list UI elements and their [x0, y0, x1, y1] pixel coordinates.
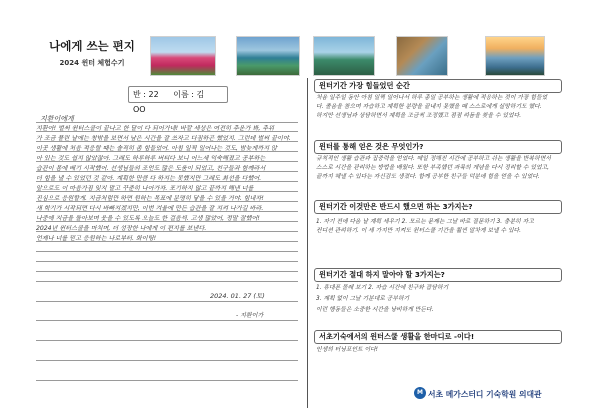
answer-line: 1. 자기 전에 다음 날 계획 세우기 2. 모르는 문제는 그날 바로 질문하기 3. 충분히 자고	[316, 219, 534, 225]
ruled-line	[36, 320, 298, 321]
answer-line: 컨디션 관리하기. 이 세 가지만 지켜도 윈터스쿨 기간을 훨씬 알차게 보낼 수 있다.	[316, 228, 521, 234]
answer-line: 인생의 터닝포인트 이다!	[316, 347, 379, 353]
academy-name: 서초 메가스터디 기숙학원 의대관	[428, 390, 542, 399]
letter-line: 나중에 지금을 돌아보며 웃을 수 있도록 오늘도 한 걸음씩. 고생 많았어, 정말 잘했어!	[36, 215, 260, 222]
question-gains: 윈터를 통해 얻은 것은 무엇인가?	[314, 140, 562, 154]
letter-salutation: 지환이에게	[40, 115, 74, 123]
ruled-line	[36, 360, 298, 361]
answer-line: 이런 행동들은 소중한 시간을 낭비하게 만든다.	[316, 307, 434, 313]
answer-line: 규칙적인 생활 습관과 집중력을 얻었다. 매일 정해진 시간에 공부하고 쉬는 생활을 반복하면서	[316, 156, 551, 162]
answer-line: 1. 휴대폰 몰래 보기 2. 자습 시간에 친구와 잡담하기	[316, 285, 449, 291]
coast-photo	[236, 36, 300, 76]
ruled-line	[36, 380, 298, 381]
question-must-not-do: 윈터기간 절대 하지 말아야 할 3가지는?	[314, 268, 562, 282]
ruled-line	[36, 261, 298, 262]
page-divider	[307, 78, 308, 408]
ruled-line	[36, 251, 298, 252]
name-label: 이름 : 김OO	[133, 90, 205, 114]
letter-line: 이곳 생활에 처음 적응할 때는 솔직히 좀 힘들었어. 아침 일찍 일어나는 것도, 밤늦게까지 앉	[36, 145, 277, 152]
flower-photo	[150, 36, 216, 76]
question-must-do: 윈터기간 이것만은 반드시 했으면 하는 3가지는?	[314, 200, 562, 214]
letter-line: 가 조금 풀린 날에는 창밖을 보면서 남은 시간을 잘 쓰자고 다짐하곤 했었지. 그런데 벌써 끝이야.	[36, 135, 291, 142]
answer-line: 3. 계획 없이 그날 기분대로 공부하기	[316, 296, 410, 302]
letter-line: 언제나 너를 믿고 응원하는 나로부터. 화이팅!	[36, 235, 157, 242]
answer-line: 끝까지 해낼 수 있다는 자신감도 생겼다. 함께 공부한 친구들 덕분에 힘을 얻을 수 있었다.	[316, 174, 540, 180]
answer-line: 다. 졸음을 참으며 자습하고 계획한 분량을 끝내지 못했을 때 스스로에게 실망하기도 했다.	[316, 104, 542, 110]
letter-line: 더 힘을 낼 수 있었던 것 같아. 계획한 만큼 다 하지는 못했지만 그래도 최선을 다했어.	[36, 175, 262, 182]
letter-line: 새 학기가 시작되면 다시 바빠지겠지만, 이번 겨울에 만든 습관을 잘 지켜 나가길 바라.	[36, 205, 264, 212]
ruled-line	[36, 122, 298, 123]
student-info-box	[128, 86, 228, 114]
question-one-word: 서초기숙에서의 윈터스쿨 생활을 한마디로 -이다!	[314, 330, 562, 344]
page-title: 나에게 쓰는 편지	[49, 39, 135, 53]
question-hardest-moment: 윈터기간 가장 힘들었던 순간	[314, 79, 562, 93]
ruled-line	[36, 301, 298, 302]
answer-line: 처음 일주일 동안 아침 일찍 일어나서 하루 종일 공부하는 생활에 적응하는 것이 가장 힘들었	[316, 95, 548, 101]
letter-line: 지환아! 벌써 윈터스쿨이 끝나고 한 달이 다 되어가네! 바깥 세상은 여전히 추운가 봐, 추위	[36, 125, 275, 132]
answer-line: 하지만 선생님과 상담하면서 계획을 조금씩 조정했고 점점 리듬을 찾을 수 있었다.	[316, 113, 522, 119]
ruled-line	[36, 281, 298, 282]
class-label: 반 : 22	[133, 90, 159, 99]
ruled-line	[36, 340, 298, 341]
letter-line: 아 있는 것도 쉽지 않았잖아. 그래도 하루하루 버티다 보니 어느새 익숙해졌고 공부하는	[36, 155, 266, 162]
sunset-coast-photo	[485, 36, 545, 76]
academy-logo-icon: M	[414, 387, 426, 399]
letter-line: 습관이 몸에 배기 시작했어. 선생님들의 조언도 많은 도움이 되었고, 친구들과 함께라서	[36, 165, 266, 172]
letter-signature: - 지환이가	[236, 312, 264, 319]
letter-line: 앞으로도 이 마음가짐 잊지 말고 꾸준히 나아가자. 포기하지 않고 끝까지 해낸 너를	[36, 185, 254, 192]
ruled-line	[36, 271, 298, 272]
island-photo	[313, 36, 375, 76]
page-subtitle: 2024 윈터 체험수기	[59, 59, 125, 67]
letter-date: 2024. 01. 27 (토)	[210, 292, 265, 300]
letter-line: 진심으로 응원할게. 지금처럼만 하면 원하는 목표에 분명히 닿을 수 있을 거야. 힘내자!	[36, 195, 264, 202]
letter-line: 2024년 윈터스쿨을 마치며, 더 성장한 나에게 이 편지를 보낸다.	[36, 225, 207, 232]
answer-line: 스스로 시간을 관리하는 방법을 배웠다. 또한 부족했던 과목의 개념을 다시 정리할 수 있었고,	[316, 165, 549, 171]
bird-photo	[396, 36, 448, 76]
